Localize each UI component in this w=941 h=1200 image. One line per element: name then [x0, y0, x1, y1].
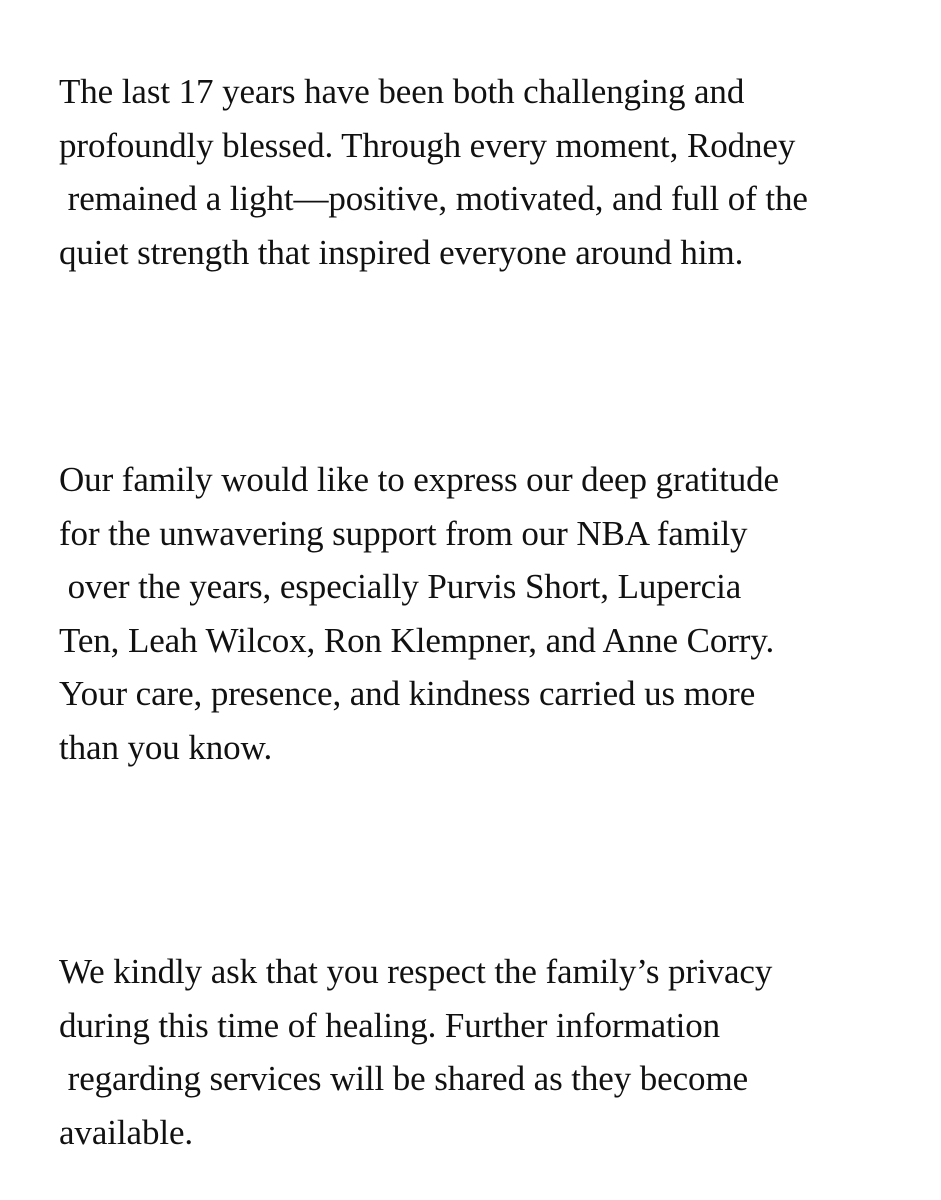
text-line: than you know. — [59, 727, 273, 767]
paragraph-gratitude — [59, 453, 919, 774]
text-line: profoundly blessed. Through every moment, Rodney — [59, 125, 796, 165]
text-line: Ten, Leah Wilcox, Ron Klempner, and Anne Corry. — [59, 620, 775, 660]
text-line: available. — [59, 1112, 194, 1152]
text-line: over the years, especially Purvis Short, Lupercia — [59, 567, 742, 606]
text-line: The last 17 years have been both challenging and — [59, 72, 745, 111]
text-line: remained a light—positive, motivated, and full of the — [59, 179, 808, 218]
text-line: We kindly ask that you respect the family’s privacy — [59, 952, 773, 991]
text-line: for the unwavering support from our NBA family — [59, 513, 748, 553]
text-line: Your care, presence, and kindness carried us more — [59, 674, 756, 713]
text-line: regarding services will be shared as they become — [59, 1059, 748, 1098]
paragraph-reflection — [59, 65, 919, 279]
text-line: quiet strength that inspired everyone around him. — [59, 232, 744, 272]
text-line: during this time of healing. Further information — [59, 1005, 721, 1045]
paragraph-privacy-request — [59, 945, 919, 1159]
text-line: Our family would like to express our deep gratitude — [59, 460, 779, 499]
